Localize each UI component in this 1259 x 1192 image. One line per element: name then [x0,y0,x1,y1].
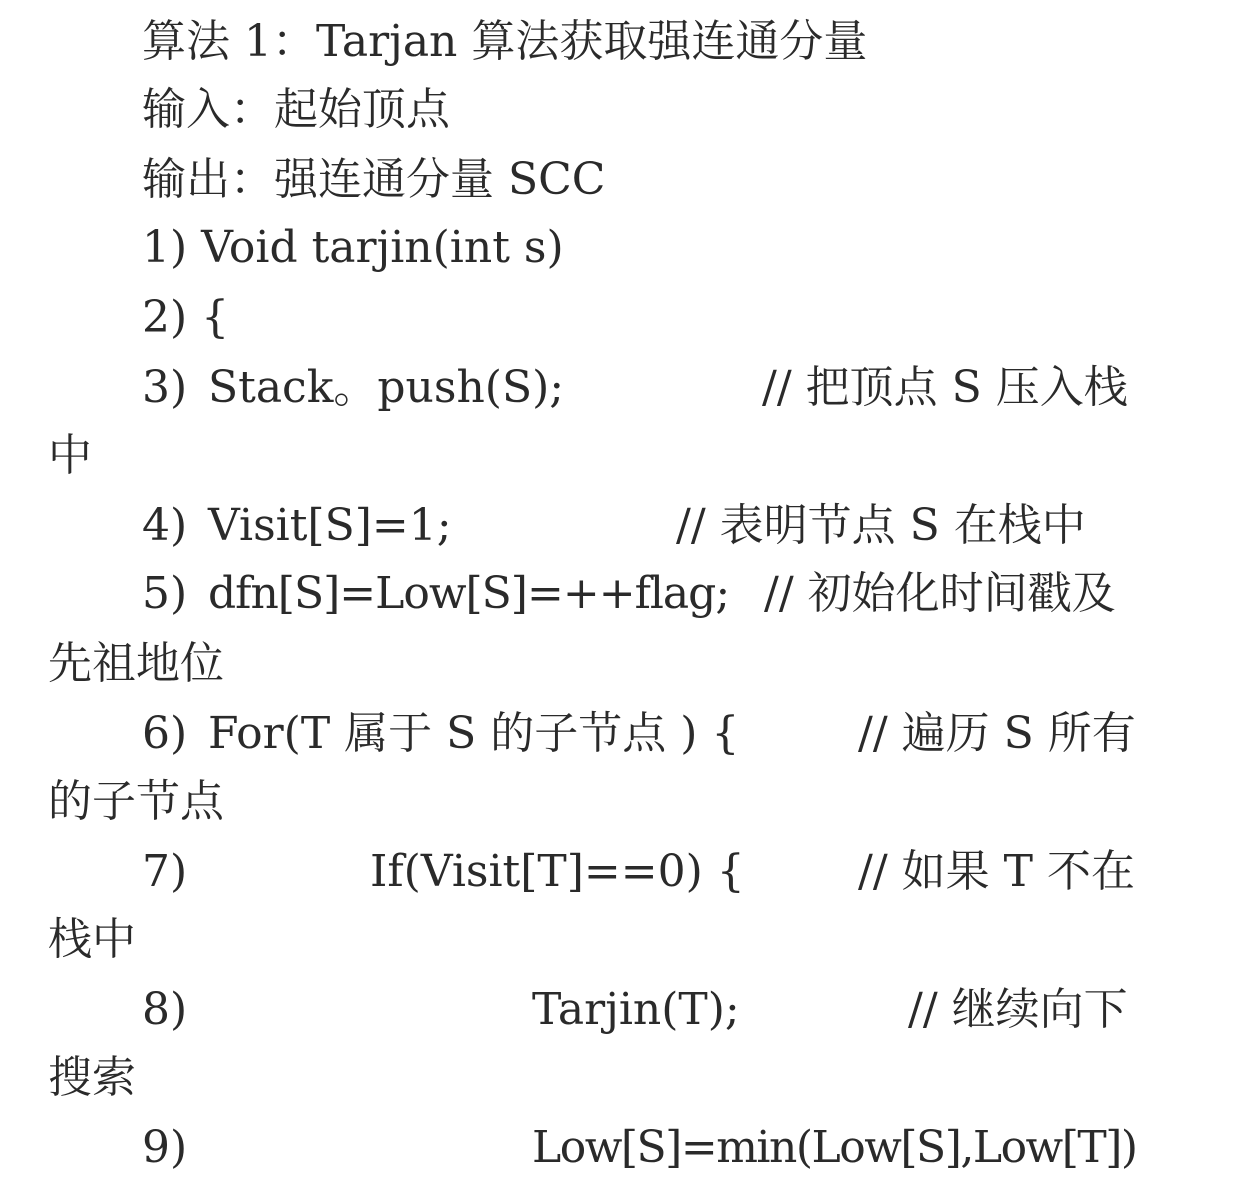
code-text: For(T 属于 S 的子节点 ) { [208,708,740,759]
line-number: 9) [142,1122,188,1173]
code-text: dfn[S]=Low[S]=++flag; [208,568,730,619]
comment-wrap: 的子节点 [48,776,224,827]
comment-wrap: 栈中 [48,914,136,965]
code-text: Void tarjin(int s) [201,222,564,273]
code-text: Low[S]=min(Low[S],Low[T]) [532,1122,1137,1173]
algorithm-output: 输出：强连通分量 SCC [142,154,606,205]
code-text: Visit[S]=1; [208,500,452,551]
comment-wrap: 中 [48,430,92,481]
algorithm-title: 算法 1：Tarjan 算法获取强连通分量 [142,16,868,67]
comment-wrap: 先祖地位 [48,638,224,689]
code-comment: // 把顶点 S 压入栈 [762,362,1128,413]
code-comment: // 表明节点 S 在栈中 [676,500,1086,551]
algorithm-input: 输入：起始顶点 [142,84,450,135]
code-line-1 [142,218,564,278]
line-number: 3) [142,362,188,413]
line-number: 7) [142,846,188,897]
line-number: 6) [142,708,188,759]
comment-wrap: 搜索 [48,1052,136,1103]
code-text: If(Visit[T]==0) { [370,846,745,897]
code-comment: // 如果 T 不在 [858,846,1135,897]
line-number: 4) [142,500,188,551]
code-comment: // 继续向下 [908,984,1128,1035]
line-number: 8) [142,984,188,1035]
code-comment: // 遍历 S 所有 [858,708,1136,759]
code-text: Tarjin(T); [532,984,740,1035]
code-text: { [201,292,230,343]
code-comment: // 初始化时间戳及 [764,568,1116,619]
line-number: 1) [142,222,188,273]
code-line-2 [142,288,229,348]
line-number: 2) [142,292,188,343]
code-text: Stack。push(S); [208,362,565,413]
line-number: 5) [142,568,188,619]
